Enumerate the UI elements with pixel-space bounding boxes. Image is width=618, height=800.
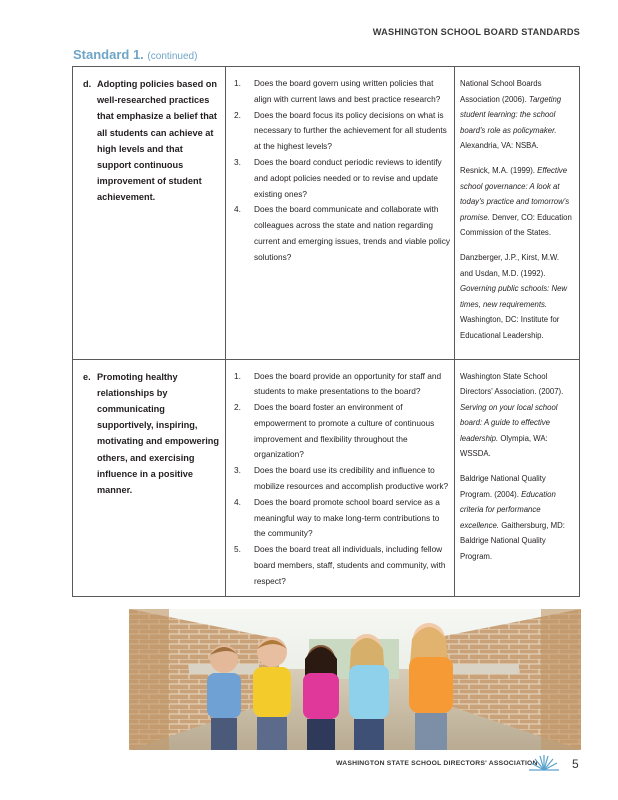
standard-name: Adopting policies based on well-researched practices that emphasize a belief that all students can achieve at high levels and that support continuous improvement of student achievement.	[97, 79, 217, 203]
reference: National School Boards Association (2006). Targeting student learning: the school board's role as policymaker. Alexandria, VA: NSBA.	[460, 79, 562, 151]
list-item: 4. Does the board communicate and collaborate with colleagues across the state and nation regarding current and emerging issues, trends and viable policy solutions?	[234, 202, 450, 265]
question-text: Does the board govern using written policies that align with current laws and best practice research?	[254, 78, 441, 104]
question-text: Does the board conduct periodic reviews to identify and adopt policies needed or to revise and update existing ones?	[254, 156, 442, 199]
standard-letter: e.	[83, 371, 91, 382]
list-item: 3. Does the board use its credibility and influence to mobilize resources and accomplish productive work?	[234, 463, 450, 495]
list-item: 5. Does the board treat all individuals, including fellow board members, staff, students and community, with respect?	[234, 542, 450, 589]
standard-title	[73, 47, 197, 62]
list-item: 4. Does the board promote school board service as a meaningful way to make long-term contributions to the community?	[234, 495, 450, 542]
table-row	[73, 67, 580, 360]
question-text: Does the board use its credibility and influence to mobilize resources and accomplish productive work?	[254, 465, 449, 492]
list-item: 3. Does the board conduct periodic reviews to identify and adopt policies needed or to revise and update existing ones?	[234, 155, 450, 202]
reference: Danzberger, J.P., Kirst, M.W. and Usdan, M.D. (1992). Governing public schools: New times, new requirements. Washington, DC: Institute for Educational Leadership.	[460, 252, 568, 340]
students-hallway-photo	[129, 609, 581, 750]
question-text: Does the board focus its policy decisions on what is necessary to further the achievement for all students at the highest levels?	[254, 109, 447, 152]
list-item: 1. Does the board govern using written policies that align with current laws and best practice research?	[234, 76, 450, 108]
standard-label: Standard 1.	[73, 47, 144, 62]
reference: Washington State School Directors' Association. (2007). Serving on your local school board: A guide to effective leadership. Olympia, WA: WSSDA.	[460, 371, 564, 459]
standard-name-cell	[73, 67, 226, 360]
question-text: Does the board foster an environment of empowerment to promote a culture of continuous improvement and flexibility throughout the organization?	[254, 402, 435, 460]
standard-table	[72, 66, 580, 597]
questions-cell	[226, 67, 455, 360]
reference: Resnick, M.A. (1999). Effective school governance: A look at today's practice and tomorrow's promise. Denver, CO: Education Commission of the States.	[460, 165, 572, 238]
question-text: Does the board treat all individuals, including fellow board members, staff, students and community, with respect?	[254, 544, 446, 586]
references-cell	[455, 359, 580, 596]
references-cell	[455, 67, 580, 360]
students-hallway-illustration	[129, 609, 581, 750]
questions-cell	[226, 359, 455, 596]
standard-continued: (continued)	[147, 51, 198, 62]
standard-name: Promoting healthy relationships by communicating supportively, inspiring, motivating and empowering others, and exercising influence in a positive manner.	[97, 371, 219, 495]
list-item: 2. Does the board foster an environment of empowerment to promote a culture of continuous improvement and flexibility throughout the organization?	[234, 400, 450, 463]
page-number: 5	[572, 757, 579, 771]
page-header: WASHINGTON SCHOOL BOARD STANDARDS	[372, 27, 580, 37]
standard-name-cell	[73, 359, 226, 596]
question-text: Does the board communicate and collaborate with colleagues across the state and nation regarding current and emerging issues, trends and viable policy solutions?	[254, 204, 451, 262]
question-text: Does the board promote school board service as a meaningful way to make long-term contributions to the community?	[254, 496, 440, 539]
list-item: 2. Does the board focus its policy decisions on what is necessary to further the achievement for all students at the highest levels?	[234, 108, 450, 155]
standard-letter: d.	[83, 79, 92, 89]
list-item: 1. Does the board provide an opportunity for staff and students to make presentations to the board?	[234, 369, 450, 401]
question-text: Does the board provide an opportunity for staff and students to make presentations to the board?	[254, 370, 442, 397]
wssda-starburst-icon	[527, 755, 561, 776]
reference: Baldrige National Quality Program. (2004). Education criteria for performance excellence. Gaithersburg, MD: Baldrige National Quality Program.	[460, 474, 565, 562]
table-row	[73, 359, 580, 596]
footer-org: WASHINGTON STATE SCHOOL DIRECTORS' ASSOCIATION	[336, 760, 538, 767]
